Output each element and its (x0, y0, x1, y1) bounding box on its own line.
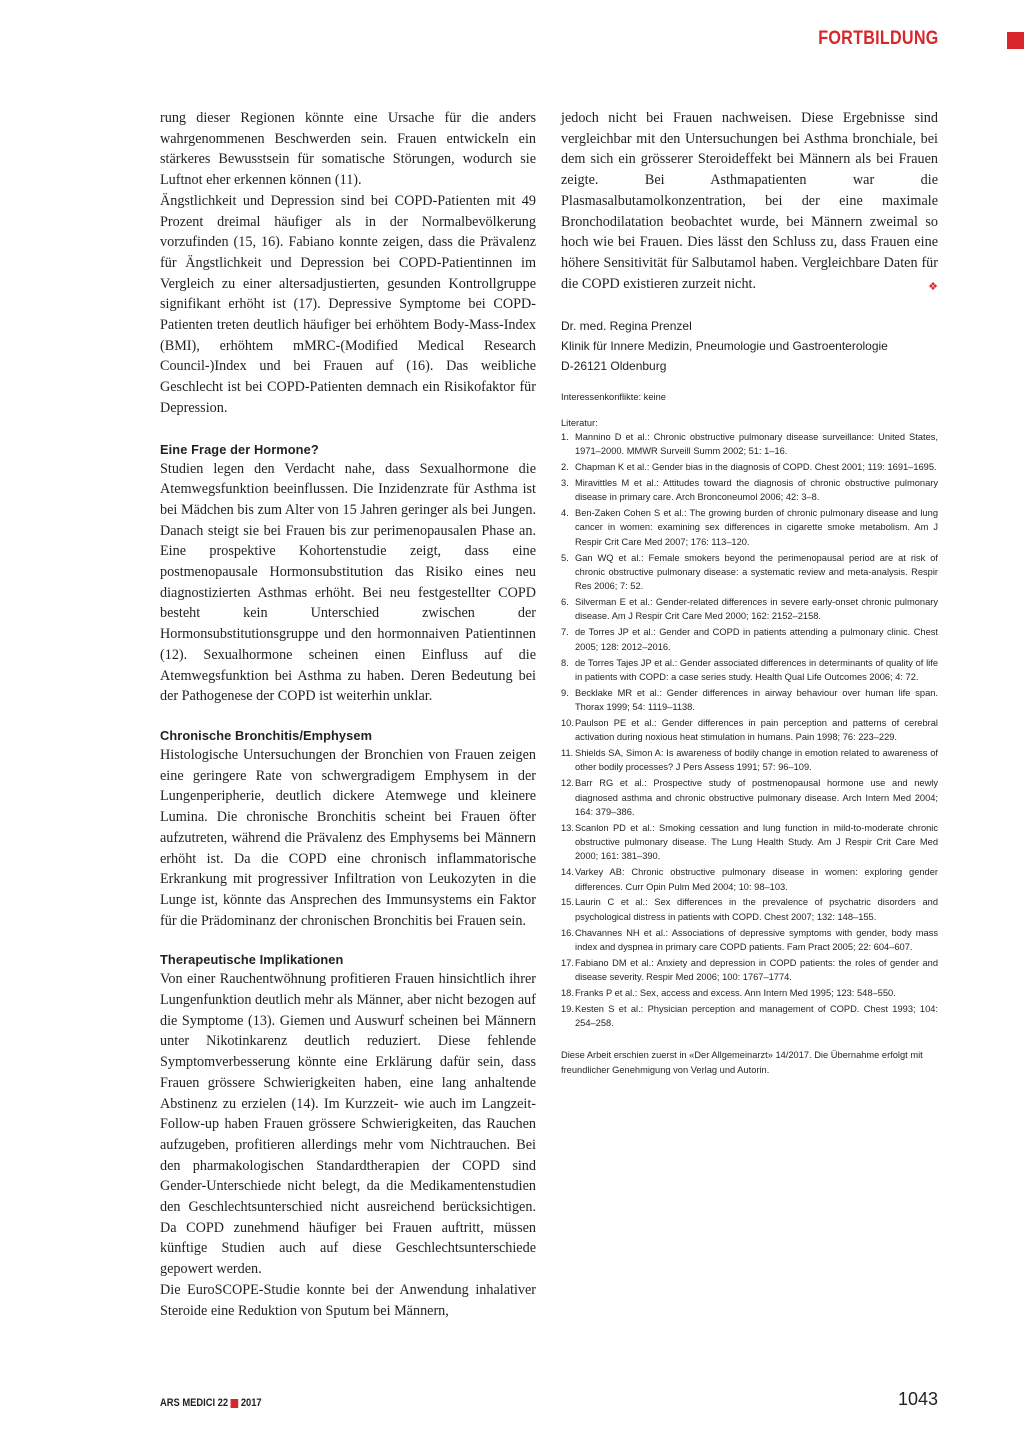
reference-item (561, 430, 938, 459)
reference-text: Chapman K et al.: Gender bias in the diagnosis of COPD. Chest 2001; 119: 1691–1695. (575, 462, 937, 473)
reference-text: Miravittles M et al.: Attitudes toward the diagnosis of chronic obstructive pulmonary disease in primary care. Arch Bronconeumol 2006; 42: 3–8. (575, 478, 938, 503)
reference-number: 11. (561, 748, 574, 759)
paragraph: Ängstlichkeit und Depression sind bei COPD-Patienten mit 49 Prozent dreimal häufiger als in der Normalbevölkerung vorzufinden (15, 16). Fabiano konnte zeigen, dass die Prävalenz für Ängstlichkeit und Depression bei COPD-Patientinnen im Vergleich zu einer altersadjustierten, gesunden Kontrollgruppe signifikant erhöht ist (17). Depressive Symptome bei COPD-Patienten treten deutlich häufiger bei erhöhtem Body-Mass-Index (BMI), erhöhtem mMRC-(Modified Medical Research Council-)Index und bei Frauen auf (16). Das weibliche Geschlecht ist bei COPD-Patienten demnach ein Risikofaktor für Depression. (160, 192, 536, 416)
reference-item (561, 986, 938, 1000)
reference-item (561, 1002, 938, 1031)
reference-number: 10. (561, 717, 574, 728)
reference-text: Shields SA, Simon A: Is awareness of bodily change in emotion related to awareness of other bodily processes? J Pers Assess 1991; 57: 96–109. (575, 748, 938, 773)
section-heading: Therapeutische Implikationen (160, 952, 344, 968)
journal-year: 2017 (240, 1397, 262, 1409)
reference-text: Ben-Zaken Cohen S et al.: The growing burden of chronic pulmonary disease and lung cancer in women: examining sex differences in cigarette smoke metabolism. Am J Respir Crit Care Med 2007; 176: 113–120. (575, 508, 938, 547)
reference-item (561, 625, 938, 654)
reference-text: de Torres JP et al.: Gender and COPD in patients attending a pulmonary clinic. Chest 2005; 128: 2012–2016. (575, 627, 938, 652)
author-city: D-26121 Oldenburg (561, 359, 667, 374)
reference-number: 12. (561, 778, 574, 789)
reference-item (561, 686, 938, 715)
reference-text: Gan WQ et al.: Female smokers beyond the perimenopausal period are at risk of chronic obstructive pulmonary disease: a systematic review and meta-analysis. Respir Res 2006; 7: 52. (575, 552, 938, 592)
reference-list (561, 430, 938, 1031)
author-clinic: Klinik für Innere Medizin, Pneumologie und Gastroenterologie (561, 339, 888, 354)
reference-item (561, 551, 938, 594)
reference-text: Scanlon PD et al.: Smoking cessation and lung function in mild-to-moderate chronic obstructive pulmonary disease. The Lung Health Study. Am J Respir Crit Care Med 2000; 161: 381–390. (575, 822, 938, 862)
reference-item (561, 865, 938, 894)
reference-text: Kesten S et al.: Physician perception and management of COPD. Chest 1993; 104: 254–258. (575, 1003, 938, 1029)
reference-text: Franks P et al.: Sex, access and excess. Ann Intern Med 1995; 123: 548–550. (575, 988, 896, 998)
reference-number: 16. (561, 927, 574, 938)
reference-number: 7. (561, 627, 569, 638)
reference-item (561, 821, 938, 864)
section-marker (1007, 32, 1024, 49)
paragraph-text: jedoch nicht bei Frauen nachweisen. Diese Ergebnisse sind vergleichbar mit den Untersuchungen bei Asthma bronchiale, bei dem sich ein grösserer Steroideffekt bei Männern als bei Frauen zeigte. Bei Asthmapatienten war die Plasmasalbutamolkonzentration, bei der eine maximale Bronchodilatation beobachtet wurde, bei Männern zweimal so hoch wie bei Frauen. Dies lässt den Schluss zu, dass Frauen eine höhere Sensitivität für Salbutamol haben. Vergleichbare Daten für die COPD existieren zurzeit nicht. (561, 110, 938, 292)
reference-text: Mannino D et al.: Chronic obstructive pulmonary disease surveillance: United States, 1971–2000. MMWR Surveill Summ 2002; 51: 1–16. (575, 431, 938, 457)
reference-item (561, 926, 938, 955)
reference-text: Laurin C et al.: Sex differences in the prevalence of psychatric disorders and psychological distress in patients with COPD. Chest 2007; 132: 148–155. (575, 897, 938, 922)
reference-text: de Torres Tajes JP et al.: Gender associated differences in determinants of quality of life in patients with COPD: a case series study. Health Qual Life Outcomes 2006; 4: 72. (575, 657, 938, 682)
publication-note: Diese Arbeit erschien zuerst in «Der Allgemeinarzt» 14/2017. Die Übernahme erfolgt mit freundlicher Genehmigung von Verlag und Autorin. (561, 1050, 923, 1075)
conflict-statement: Interessenkonflikte: keine (561, 392, 666, 403)
reference-item (561, 506, 938, 549)
footer-journal (160, 1397, 262, 1409)
paragraph: Studien legen den Verdacht nahe, dass Sexualhormone die Atemwegsfunktion beeinflussen. Die Inzidenzrate für Asthma ist bei Mädchen bis zum Alter von 15 Jahren geringer als bei Jungen. Danach steigt sie bei Frauen bis zur perimenopausalen Phase an. Eine prospektive Kohortenstudie zeigt, dass eine postmenopausale Hormonsubstitution das Risiko eines neu diagnostizierten Asthmas erhöht. Bei neu festgestellter COPD besteht kein Unterschied zwischen der Hormonsubstitutionsgruppe und den hormonnaiven Patientinnen (12). Sexualhormone scheinen einen Einfluss auf die Atemwegsfunktion bei Asthma zu haben. Deren Bedeutung bei der Pathogenese der COPD ist weiterhin unklar. (160, 460, 536, 705)
section-heading: Chronische Bronchitis/Emphysem (160, 727, 373, 743)
reference-number: 15. (561, 897, 574, 908)
journal-name: ARS MEDICI 22 (160, 1397, 229, 1409)
author-name: Dr. med. Regina Prenzel (561, 319, 692, 334)
reference-item (561, 476, 938, 505)
paragraph: Histologische Untersuchungen der Bronchien von Frauen zeigen eine geringere Rate von schwergradigem Emphysem in der Lungenperipherie, deutlich dickere Atemwege und kleinere Lumina. Die chronische Bronchitis scheint bei Frauen öfter aufzutreten, während die Prävalenz des Emphysems bei Männern erhöht ist. Da die COPD eine chronisch inflammatorische Erkrankung mit progressiver Infiltration von Leukozyten in die Lunge ist, könnte das Ansprechen des Immunsystems ein Faktor für die Prädominanz der chronischen Bronchitis bei Frauen sein. (160, 746, 536, 929)
reference-number: 13. (561, 822, 574, 833)
paragraph: Von einer Rauchentwöhnung profitieren Frauen hinsichtlich ihrer Lungenfunktion deutlich mehr als Männer, aber nicht bezogen auf die Symptome (13). Giemen und Auswurf scheinen bei Männern unter Nikotinkarenz deutlich reduziert. Diese fehlende Symptomverbesserung könnte eine Erklärung dafür sein, dass Frauen grössere Schwierigkeiten haben, eine lang anhaltende Abstinenz zu erzielen (14). Im Kurzzeit- wie auch im Langzeit-Follow-up haben Frauen grössere Schwierigkeiten, das Rauchen aufzugeben, profitieren allerdings mehr vom Nichtrauchen. Bei den pharmakologischen Standardtherapien der COPD sind Gender-Unterschiede nicht belegt, da die Medikamentenstudien den Geschlechtsunterschied nicht ausreichend berücksichtigen. Da COPD zunehmend häufiger bei Frauen auftritt, müssen künftige Studien auch auf diese Geschlechtsunterschiede gepowert werden. (160, 971, 536, 1278)
reference-number: 9. (561, 687, 569, 698)
paragraph: rung dieser Regionen könnte eine Ursache für die anders wahrgenommenen Beschwerden sein. Frauen entwickeln ein stärkeres Bewusstsein für somatische Störungen, wodurch sie Luftnot eher erkennen können (11). (160, 110, 536, 189)
reference-text: Fabiano DM et al.: Anxiety and depression in COPD patients: the roles of gender and disease severity. Respir Med 2006; 100: 1767–1774. (575, 957, 938, 983)
reference-number: 17. (561, 957, 574, 968)
section-heading: Eine Frage der Hormone? (160, 441, 319, 457)
reference-number: 2. (561, 462, 569, 473)
reference-number: 8. (561, 657, 569, 668)
right-column (561, 108, 938, 1077)
page-number: 1043 (897, 1389, 938, 1409)
reference-text: Silverman E et al.: Gender-related differences in severe early-onset chronic pulmonary disease. Am J Respir Crit Care Med 2000; 162: 2152–2158. (575, 597, 938, 622)
reference-item (561, 656, 938, 685)
reference-text: Barr RG et al.: Prospective study of postmenopausal hormone use and newly diagnosed asthma and chronic obstructive pulmonary disease. Arch Intern Med 2004; 164: 379–386. (575, 778, 938, 817)
footer-marker (231, 1399, 239, 1408)
reference-text: Varkey AB: Chronic obstructive pulmonary disease in women: exploring gender differences. Curr Opin Pulm Med 2004; 10: 98–103. (575, 867, 938, 892)
author-block (561, 316, 938, 376)
reference-number: 14. (561, 867, 574, 878)
reference-text: Becklake MR et al.: Gender differences in airway behaviour over human life span. Thorax 1999; 54: 1119–1138. (575, 687, 938, 713)
reference-text: Chavannes NH et al.: Associations of depressive symptoms with gender, body mass index and dyspnea in primary care COPD patients. Fam Pract 2005; 22: 604–607. (575, 927, 938, 952)
reference-number: 6. (561, 597, 569, 608)
paragraph: Die EuroSCOPE-Studie konnte bei der Anwendung inhalativer Steroide eine Reduktion von Sputum bei Männern, (160, 1281, 536, 1319)
reference-item (561, 895, 938, 924)
end-mark-icon: ❖ (928, 280, 938, 293)
reference-number: 5. (561, 552, 569, 563)
left-column (160, 108, 536, 1321)
reference-number: 3. (561, 478, 569, 488)
reference-item (561, 460, 938, 474)
reference-item (561, 746, 938, 775)
reference-text: Paulson PE et al.: Gender differences in pain perception and patterns of cerebral activation during noxious heat stimulation in humans. Pain 1998; 76: 223–229. (575, 717, 938, 743)
literature-title: Literatur: (561, 418, 598, 429)
reference-number: 4. (561, 508, 569, 519)
reference-item (561, 776, 938, 819)
reference-number: 19. (561, 1003, 574, 1014)
reference-number: 18. (561, 988, 574, 998)
reference-item (561, 716, 938, 745)
reference-number: 1. (561, 431, 569, 442)
reference-item (561, 595, 938, 624)
section-title: FORTBILDUNG (818, 28, 939, 49)
paragraph (561, 108, 938, 294)
reference-item (561, 956, 938, 985)
